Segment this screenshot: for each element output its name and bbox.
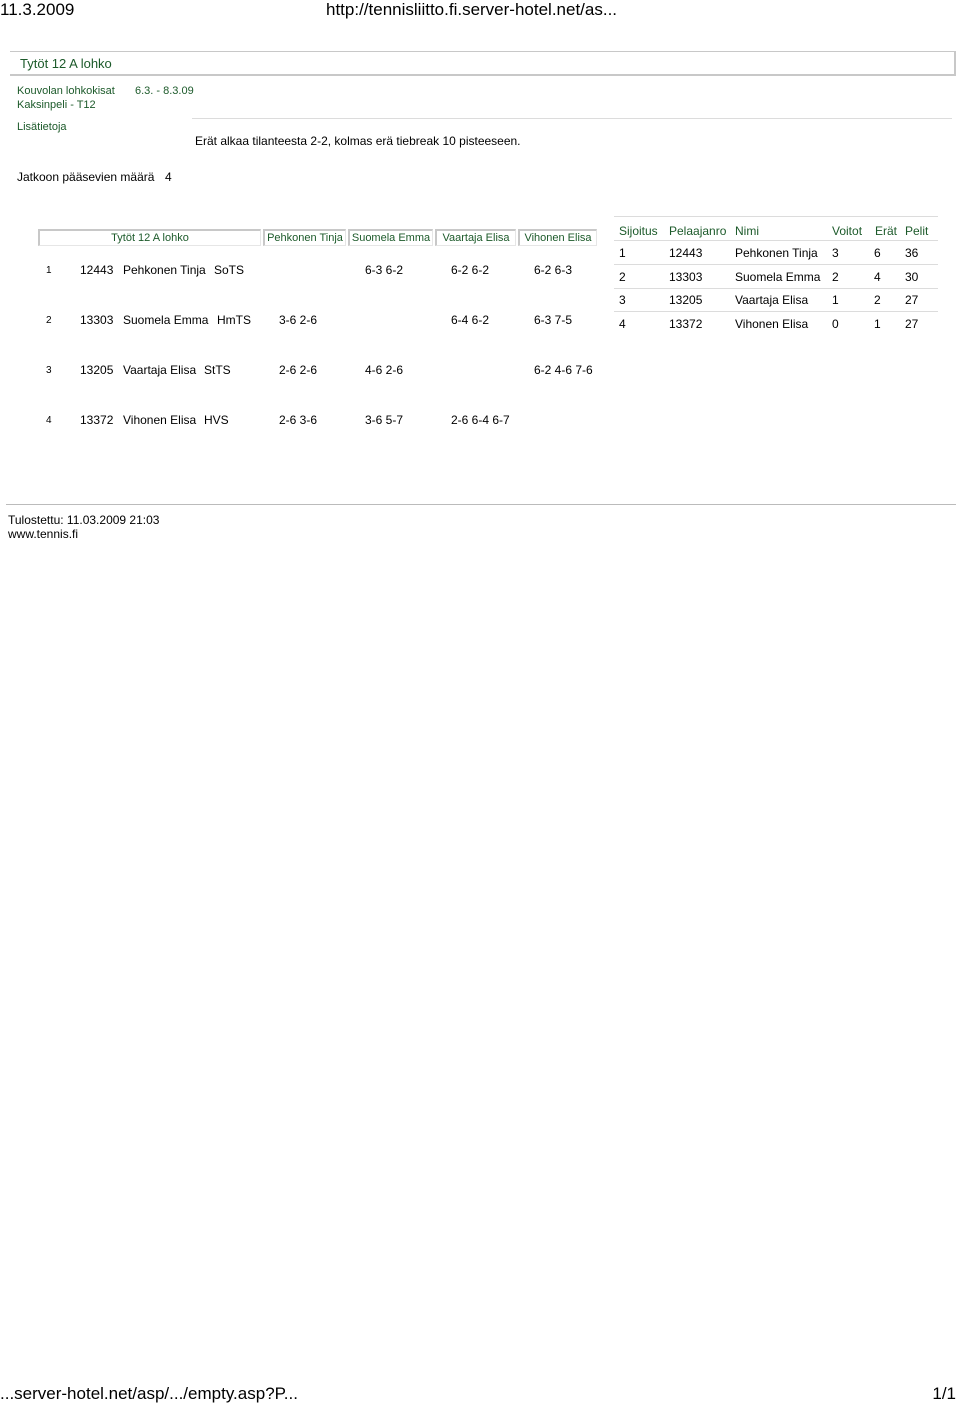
standings-top-rule: [614, 216, 938, 217]
info-divider: [192, 118, 952, 119]
result-cell: 6-4 6-2: [451, 313, 490, 327]
standings-header-pelaajanro: Pelaajanro: [669, 224, 727, 238]
standings-wins: 2: [832, 270, 839, 284]
advancing-count: 4: [165, 170, 172, 184]
player-club: HmTS: [217, 313, 251, 327]
player-name: Vihonen Elisa: [123, 413, 197, 427]
standings-player-id: 13372: [669, 317, 703, 331]
standings-name: Suomela Emma: [735, 270, 821, 284]
row-number: 2: [46, 315, 52, 326]
standings-sets: 1: [874, 317, 881, 331]
standings-sets: 6: [874, 246, 881, 260]
result-cell: 4-6 2-6: [365, 363, 404, 377]
player-id: 12443: [80, 263, 114, 277]
player-club: StTS: [204, 363, 231, 377]
print-page-count: 1/1: [932, 1384, 956, 1403]
category: Kaksinpeli - T12: [17, 99, 96, 111]
site-link[interactable]: www.tennis.fi: [8, 527, 79, 541]
footer-rule: [6, 504, 956, 505]
result-cell: 2-6 2-6: [279, 363, 318, 377]
standings-rank: 2: [619, 270, 626, 284]
standings-divider: [614, 311, 938, 312]
player-id: 13372: [80, 413, 114, 427]
result-cell: 6-2 6-2: [451, 263, 490, 277]
result-cell: 3-6 5-7: [365, 413, 404, 427]
standings-wins: 0: [832, 317, 839, 331]
standings-rank: 1: [619, 246, 626, 260]
matrix-header-col-2: Suomela Emma: [348, 229, 433, 246]
page-title-box: [10, 51, 956, 76]
standings-name: Pehkonen Tinja: [735, 246, 818, 260]
player-club: HVS: [204, 413, 229, 427]
matrix-header-col-3: Vaartaja Elisa: [435, 229, 516, 246]
standings-divider: [614, 264, 938, 265]
standings-divider: [614, 240, 938, 241]
result-cell: 6-2 6-3: [534, 263, 573, 277]
standings-name: Vaartaja Elisa: [735, 293, 809, 307]
result-cell: 6-3 7-5: [534, 313, 573, 327]
row-number: 1: [46, 265, 52, 276]
print-url: http://tennisliitto.fi.server-hotel.net/as...: [326, 0, 618, 19]
standings-wins: 1: [832, 293, 839, 307]
standings-divider: [614, 288, 938, 289]
standings-header-erat: Erät: [875, 224, 898, 238]
info-text: Erät alkaa tilanteesta 2-2, kolmas erä tiebreak 10 pisteeseen.: [195, 134, 521, 148]
result-cell: 2-6 6-4 6-7: [451, 413, 510, 427]
player-name: Suomela Emma: [123, 313, 209, 327]
printed-timestamp: Tulostettu: 11.03.2009 21:03: [8, 513, 160, 527]
matrix-header-col-4: Vihonen Elisa: [518, 229, 597, 246]
row-number: 4: [46, 415, 52, 426]
standings-games: 36: [905, 246, 919, 260]
standings-header-nimi: Nimi: [735, 224, 759, 238]
standings-games: 27: [905, 293, 919, 307]
result-cell: 6-3 6-2: [365, 263, 404, 277]
standings-games: 30: [905, 270, 919, 284]
standings-player-id: 13205: [669, 293, 703, 307]
standings-rank: 3: [619, 293, 626, 307]
standings-header-sijoitus: Sijoitus: [619, 224, 658, 238]
result-cell: 2-6 3-6: [279, 413, 318, 427]
matrix-header-title: Tytöt 12 A lohko: [38, 229, 261, 246]
standings-sets: 2: [874, 293, 881, 307]
standings-player-id: 13303: [669, 270, 703, 284]
standings-wins: 3: [832, 246, 839, 260]
result-cell: 3-6 2-6: [279, 313, 318, 327]
result-cell: 6-2 4-6 7-6: [534, 363, 593, 377]
standings-name: Vihonen Elisa: [735, 317, 809, 331]
info-label: Lisätietoja: [17, 121, 67, 133]
print-footer-url: ...server-hotel.net/asp/.../empty.asp?P...: [0, 1384, 298, 1403]
matrix-header-col-1: Pehkonen Tinja: [263, 229, 346, 246]
tournament-dates: 6.3. - 8.3.09: [135, 85, 194, 97]
advancing-label: Jatkoon pääsevien määrä: [17, 170, 155, 184]
standings-sets: 4: [874, 270, 881, 284]
tournament-name: Kouvolan lohkokisat: [17, 85, 115, 97]
standings-player-id: 12443: [669, 246, 703, 260]
standings-header-pelit: Pelit: [905, 224, 929, 238]
player-id: 13303: [80, 313, 114, 327]
standings-header-voitot: Voitot: [832, 224, 863, 238]
row-number: 3: [46, 365, 52, 376]
print-date: 11.3.2009: [0, 0, 75, 19]
player-name: Pehkonen Tinja: [123, 263, 206, 277]
player-name: Vaartaja Elisa: [123, 363, 197, 377]
player-id: 13205: [80, 363, 114, 377]
standings-rank: 4: [619, 317, 626, 331]
player-club: SoTS: [214, 263, 245, 277]
standings-games: 27: [905, 317, 919, 331]
page-title: Tytöt 12 A lohko: [20, 56, 112, 71]
